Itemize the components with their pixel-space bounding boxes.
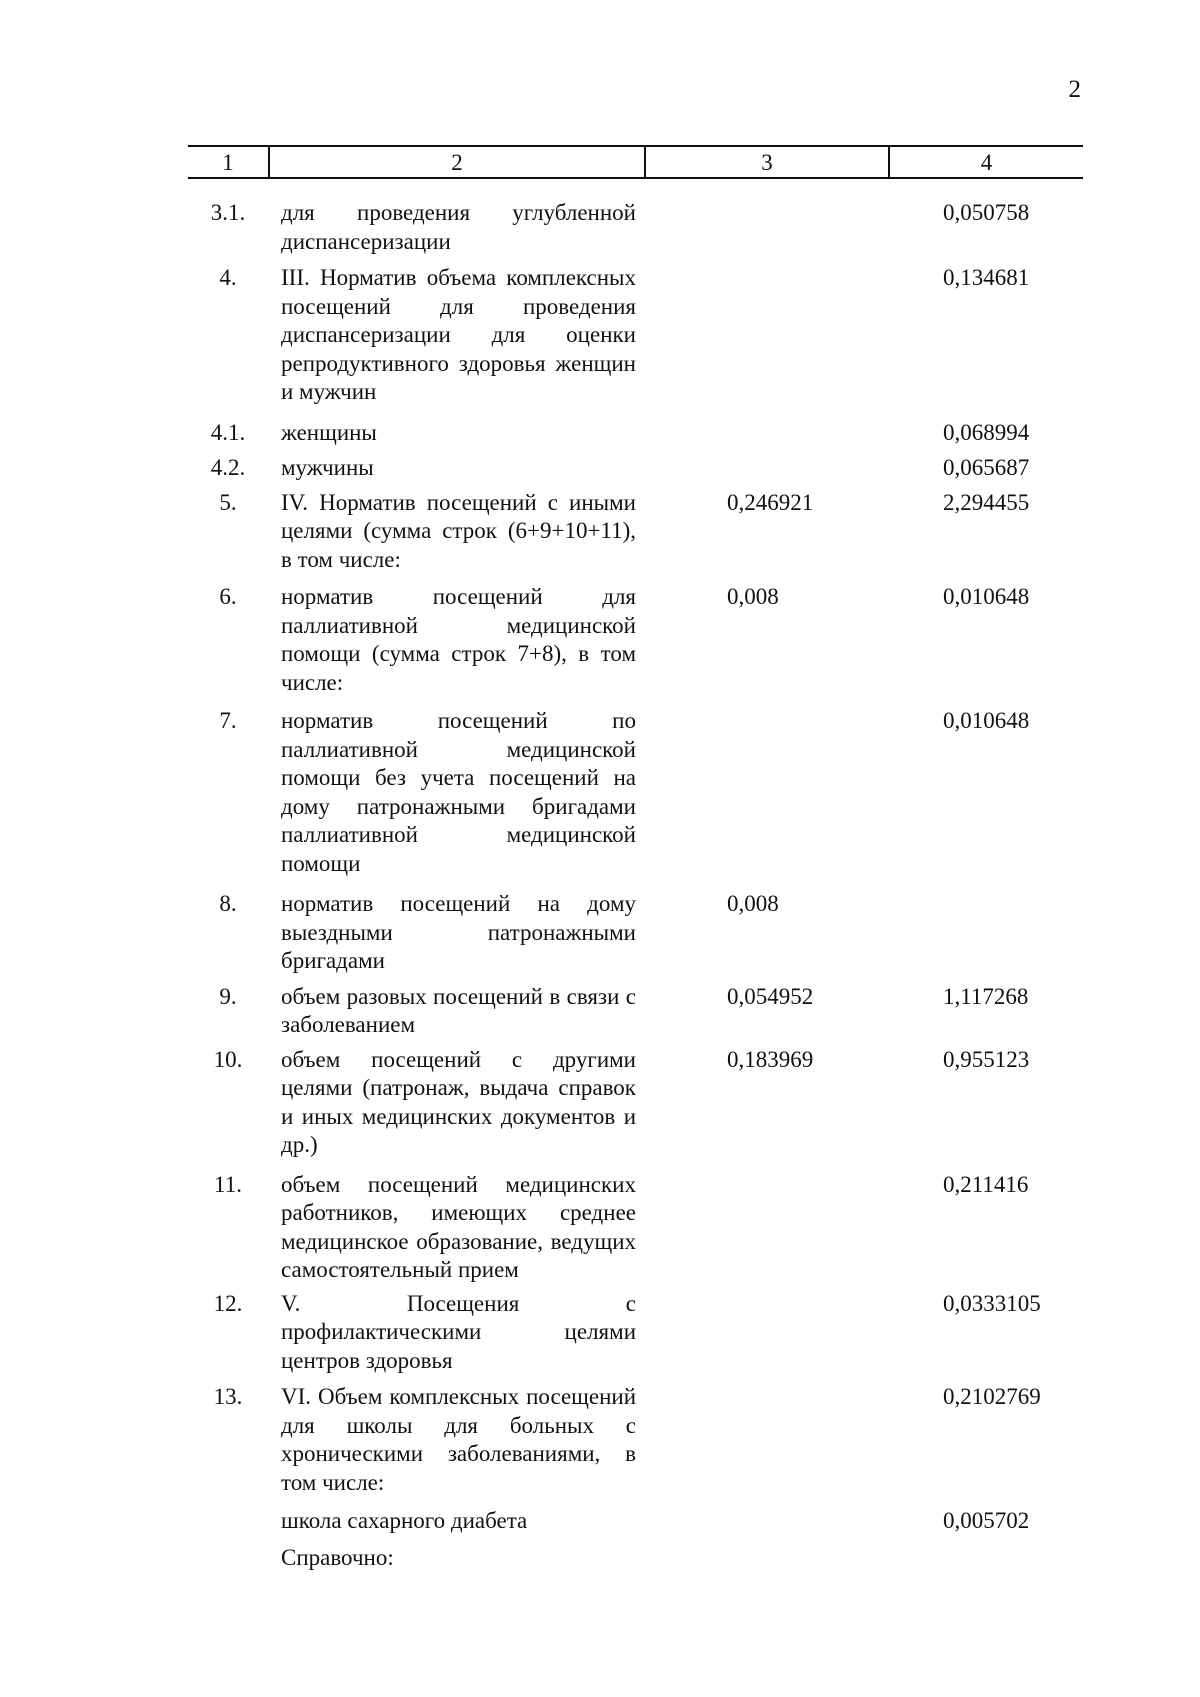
- row-description: объем посещений медицинских работников, имеющих среднее медицинское образование, ведущих самостоятельный прием: [281, 1171, 636, 1282]
- row-value-col4: 2,294455: [943, 489, 1030, 515]
- table-column-header: [188, 145, 1083, 179]
- column-header-2: 2: [268, 147, 644, 177]
- row-number: 5.: [219, 489, 237, 515]
- row-value-col4: 0,010648: [943, 584, 1030, 609]
- page-number: 2: [1068, 76, 1081, 103]
- table-row: [188, 1383, 1083, 1497]
- row-value-col3: 0,008: [727, 891, 779, 916]
- table-row: [188, 983, 1083, 1040]
- column-header-3: 3: [644, 147, 888, 177]
- row-value-col4: 0,068994: [943, 419, 1030, 445]
- row-value-col4: 0,134681: [943, 265, 1030, 290]
- row-description: IV. Норматив посещений с иными целями (сумма строк (6+9+10+11), в том числе:: [281, 489, 636, 572]
- row-number: 7.: [219, 708, 237, 733]
- row-value-col4: 0,2102769: [943, 1384, 1041, 1409]
- table-row: [188, 1544, 1083, 1573]
- row-value-col4: 0,065687: [943, 455, 1030, 480]
- row-description: мужчины: [281, 455, 374, 480]
- row-description: V. Посещения с профилактическими целями центров здоровья: [281, 1290, 636, 1373]
- row-value-col3: 0,183969: [727, 1046, 814, 1072]
- row-description: норматив посещений для паллиативной медицинской помощи (сумма строк 7+8), в том числе:: [281, 584, 636, 695]
- row-value-col4: 0,010648: [943, 708, 1030, 733]
- table-row: [188, 707, 1083, 878]
- row-description: III. Норматив объема комплексных посещений для проведения диспансеризации для оценки репродуктивного здоровья женщин и мужчин: [281, 265, 636, 404]
- row-value-col3: 0,008: [727, 584, 779, 609]
- table-row: [188, 1046, 1083, 1160]
- row-description: женщины: [281, 419, 377, 445]
- table-row: [188, 1290, 1083, 1376]
- row-number: 3.1.: [210, 200, 246, 225]
- row-number: 4.1.: [210, 419, 246, 445]
- row-value-col4: 0,211416: [943, 1171, 1029, 1197]
- table-row: [188, 199, 1083, 256]
- row-description: норматив посещений на дому выездными патронажными бригадами: [281, 891, 636, 973]
- row-description: норматив посещений по паллиативной медицинской помощи без учета посещений на дому патронажными бригадами паллиативной медицинской помощи: [281, 708, 636, 876]
- column-header-4: 4: [888, 147, 1083, 177]
- row-description: объем разовых посещений в связи с заболеванием: [281, 983, 636, 1037]
- row-description: объем посещений с другими целями (патронаж, выдача справок и иных медицинских документов и др.): [281, 1046, 636, 1157]
- table-row: [188, 1171, 1083, 1285]
- table-row: [188, 583, 1083, 697]
- table-row: [188, 454, 1083, 483]
- table-row: [188, 264, 1083, 407]
- row-value-col4: 0,955123: [943, 1046, 1030, 1072]
- table-row: [188, 890, 1083, 976]
- row-description: школа сахарного диабета: [281, 1508, 528, 1533]
- row-description: VI. Объем комплексных посещений для школы для больных с хроническими заболеваниями, в том числе:: [281, 1384, 636, 1495]
- row-value-col4: 1,117268: [943, 983, 1029, 1009]
- row-number: 4.: [219, 265, 237, 290]
- row-number: 10.: [213, 1046, 243, 1072]
- row-number: 12.: [213, 1290, 243, 1316]
- row-description: Справочно:: [281, 1544, 394, 1570]
- row-description: для проведения углубленной диспансеризации: [281, 200, 636, 254]
- table-body: [188, 199, 1083, 1572]
- row-number: 6.: [219, 584, 237, 609]
- table-row: [188, 1507, 1083, 1536]
- row-value-col4: 0,005702: [943, 1508, 1030, 1533]
- table-row: [188, 419, 1083, 448]
- row-number: 8.: [219, 891, 237, 916]
- table-row: [188, 489, 1083, 575]
- row-number: 13.: [213, 1384, 243, 1409]
- row-number: 9.: [219, 983, 237, 1009]
- row-value-col3: 0,054952: [727, 983, 814, 1009]
- column-header-1: 1: [222, 149, 234, 175]
- row-value-col4: 0,050758: [943, 200, 1030, 225]
- row-number: 11.: [214, 1171, 242, 1197]
- row-value-col3: 0,246921: [727, 489, 814, 515]
- row-number: 4.2.: [210, 455, 246, 480]
- row-value-col4: 0,0333105: [943, 1290, 1041, 1316]
